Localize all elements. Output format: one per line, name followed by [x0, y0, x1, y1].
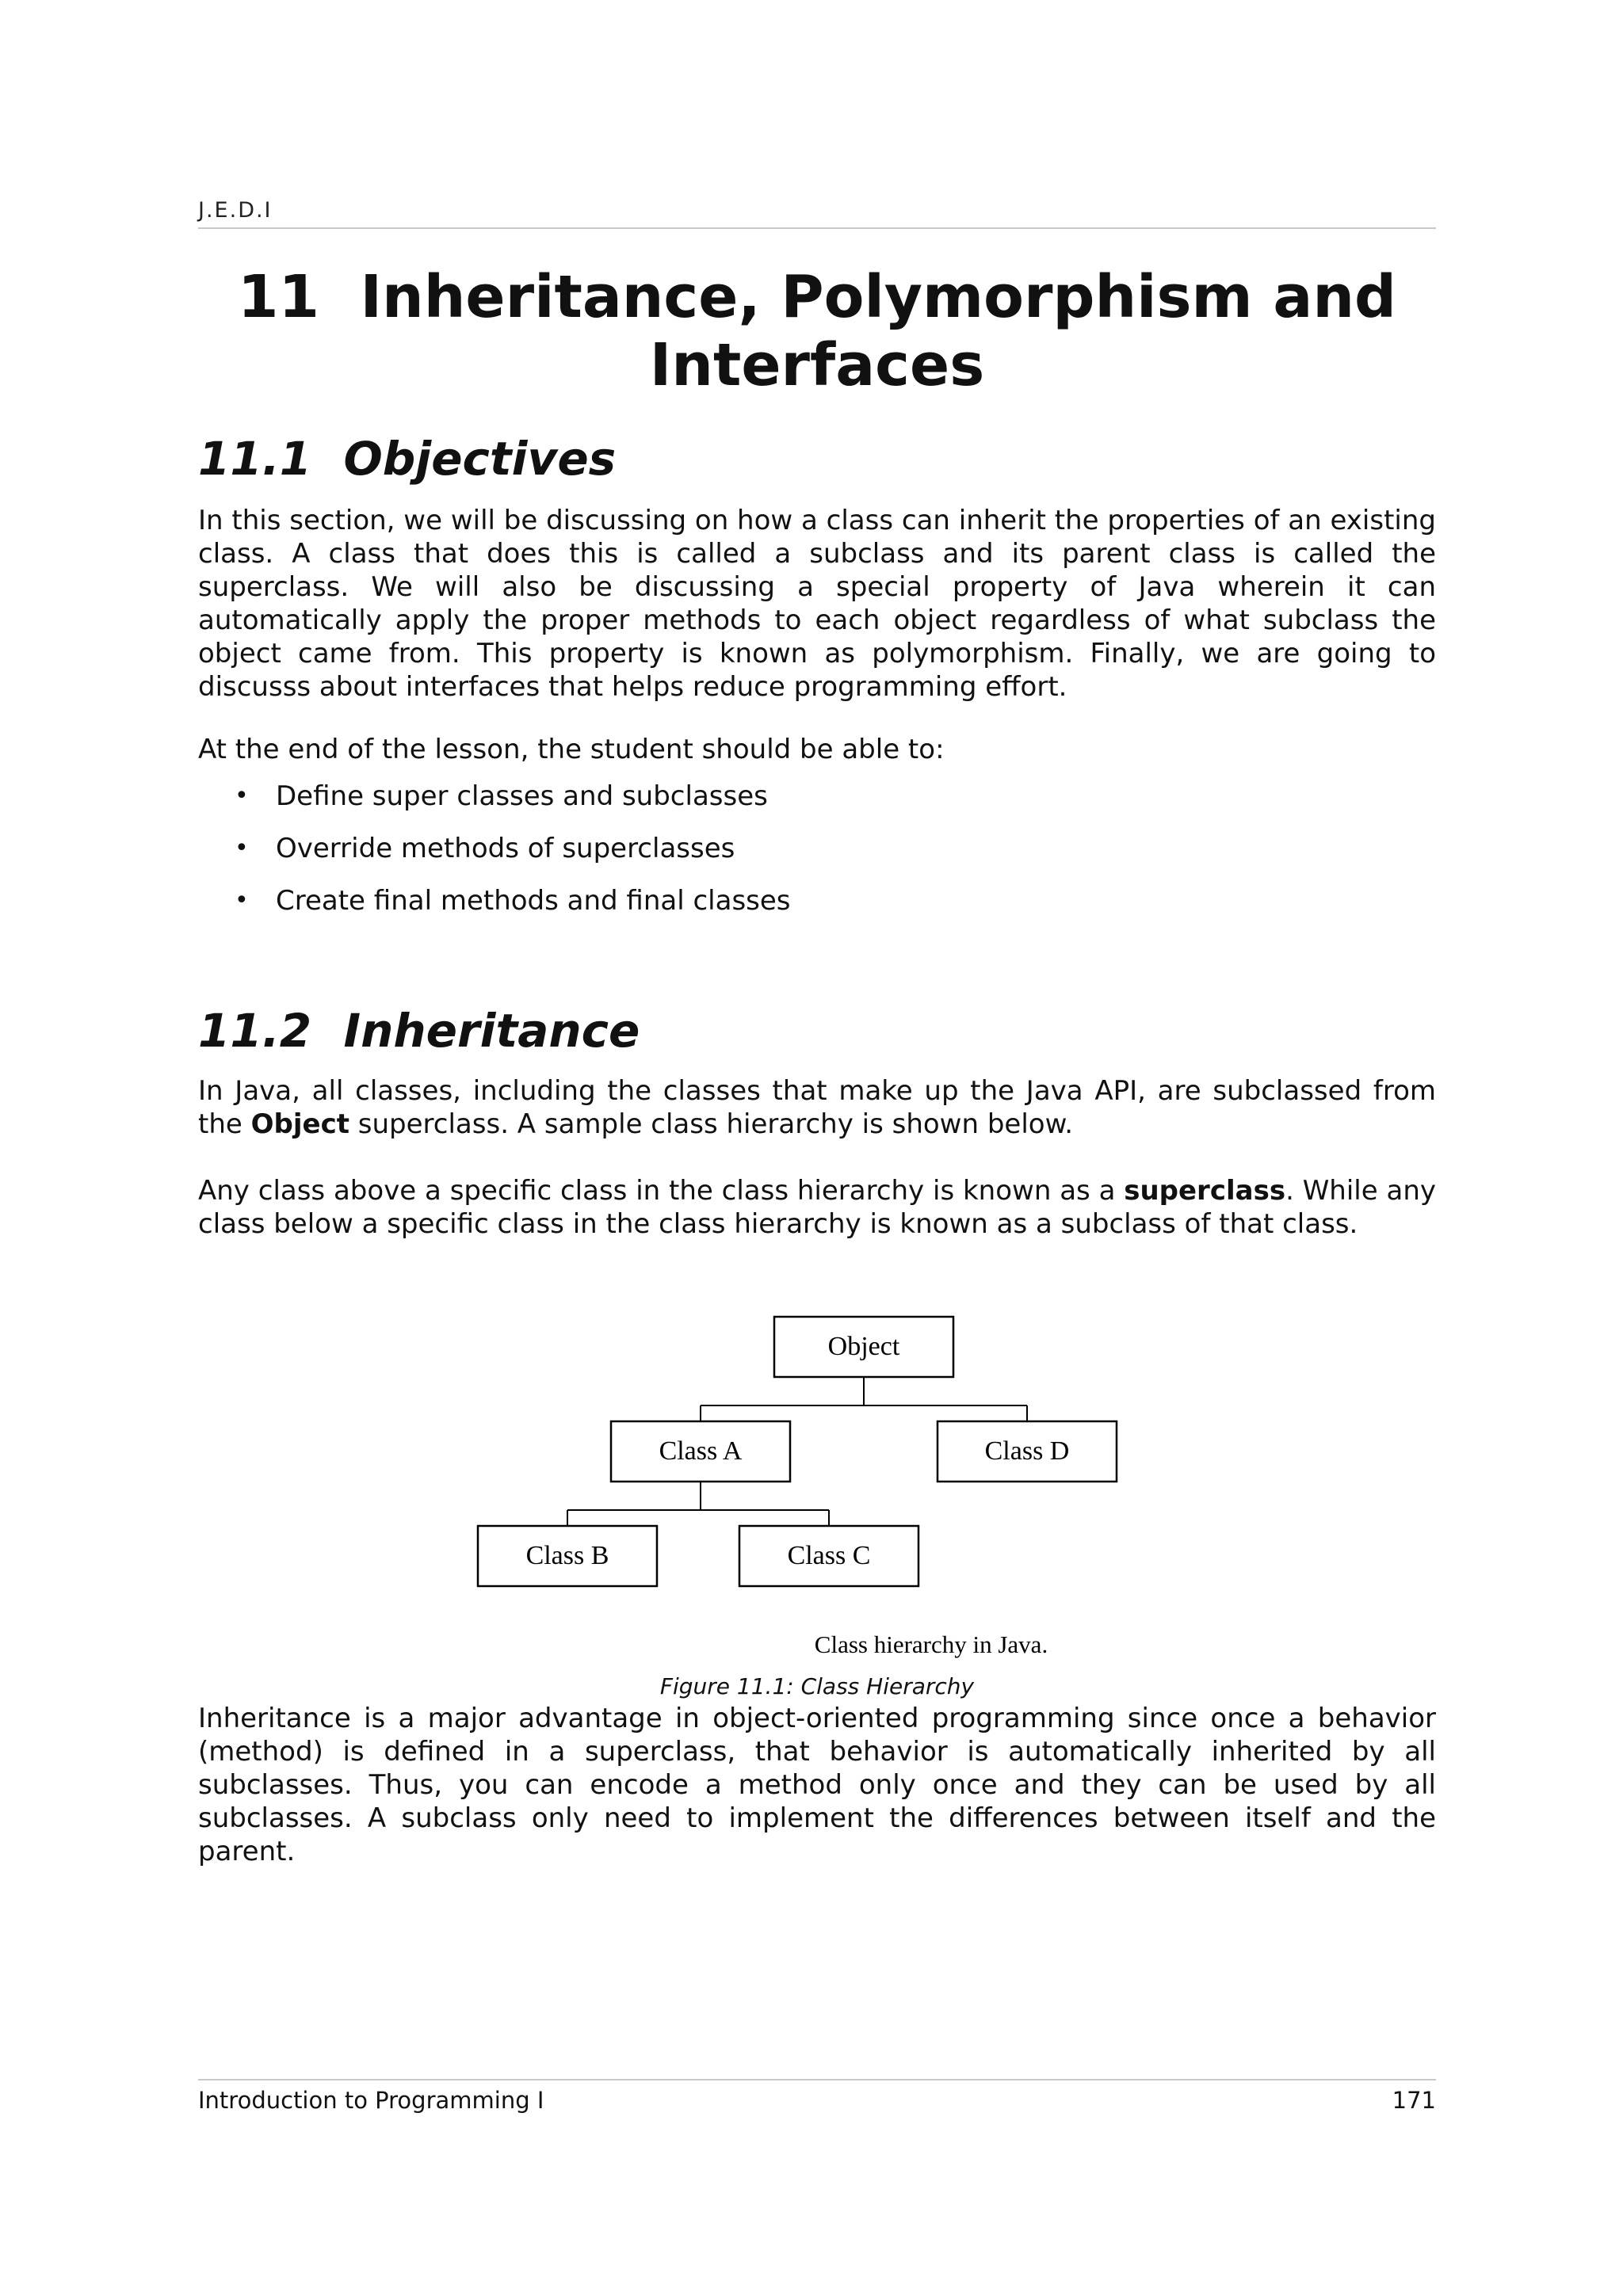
text-run: . While any class below a specific class in the class hierarchy is known as a subclass of that class. [198, 1175, 1436, 1240]
chapter-title [198, 263, 1436, 399]
node-class-d-label: Class D [984, 1436, 1070, 1466]
section-title: Objectives [343, 432, 617, 486]
diagram-embedded-caption: Class hierarchy in Java. [814, 1630, 1048, 1658]
figure-caption: Figure 11.1: Class Hierarchy [659, 1673, 975, 1699]
text-run: Any class above a specific class in the class hierarchy is known as a [198, 1175, 1125, 1207]
footer-divider [198, 2079, 1436, 2081]
header-divider [198, 227, 1436, 229]
bullet-icon: • [235, 782, 249, 810]
node-class-c-label: Class C [787, 1541, 871, 1570]
document-page [198, 0, 1436, 2296]
inheritance-paragraph-2 [198, 1174, 1436, 1241]
chapter-number: 11 [237, 263, 319, 331]
list-item-text: Create final methods and final classes [276, 885, 791, 917]
objectives-intro: At the end of the lesson, the student should be able to: [198, 734, 945, 765]
list-item [198, 832, 1436, 884]
object-keyword: Object [250, 1108, 349, 1140]
list-item-text: Define super classes and subclasses [276, 780, 768, 812]
class-hierarchy-svg [475, 1307, 1125, 1664]
footer-book-title: Introduction to Programming I [198, 2087, 544, 2114]
node-class-b-label: Class B [525, 1541, 609, 1570]
chapter-title-text: Inheritance, Polymorphism and Interfaces [360, 263, 1397, 399]
inheritance-paragraph-3: Inheritance is a major advantage in object-oriented programming since once a behavior (method) is defined in a superclass, that behavior is automatically inherited by all subclasses. Thus, you can encode a method only once and they can be used by all subclasses. A subclass only need to implement the differences between itself and the parent. [198, 1703, 1436, 1867]
node-object-label: Object [827, 1332, 900, 1361]
running-header: J.E.D.I [198, 198, 273, 223]
section-heading-objectives [198, 431, 1436, 486]
list-item [198, 780, 1436, 832]
text-run: In Java, all classes, including the classes that make up the Java API, are subclassed from the [198, 1075, 1436, 1140]
section-title: Inheritance [343, 1004, 640, 1058]
class-hierarchy-diagram [475, 1307, 1125, 1664]
inheritance-paragraph-1 [198, 1074, 1436, 1141]
section-number: 11.1 [198, 432, 312, 486]
page-number: 171 [1392, 2087, 1436, 2114]
node-class-a [611, 1421, 790, 1482]
text-run: superclass. A sample class hierarchy is shown below. [349, 1108, 1074, 1140]
node-object [774, 1317, 953, 1377]
node-class-c [739, 1526, 918, 1586]
node-class-b [478, 1526, 657, 1586]
bullet-icon: • [235, 834, 249, 862]
node-class-a-label: Class A [659, 1436, 743, 1466]
list-item-text: Override methods of superclasses [276, 833, 735, 864]
list-item [198, 884, 1436, 936]
section-heading-inheritance [198, 1003, 1436, 1058]
superclass-keyword: superclass [1124, 1175, 1286, 1207]
objectives-paragraph: In this section, we will be discussing on how a class can inherit the properties of an existing class. A class that does this is called a subclass and its parent class is called the superclass. We will also be discussing a special property of Java wherein it can automatically apply the proper methods to each object regardless of what subclass the object came from. This property is known as polymorphism. Finally, we are going to discusss about interfaces that helps reduce programming effort. [198, 505, 1436, 703]
objectives-list [198, 780, 1436, 936]
node-class-d [938, 1421, 1117, 1482]
section-number: 11.2 [198, 1004, 312, 1058]
bullet-icon: • [235, 887, 249, 914]
